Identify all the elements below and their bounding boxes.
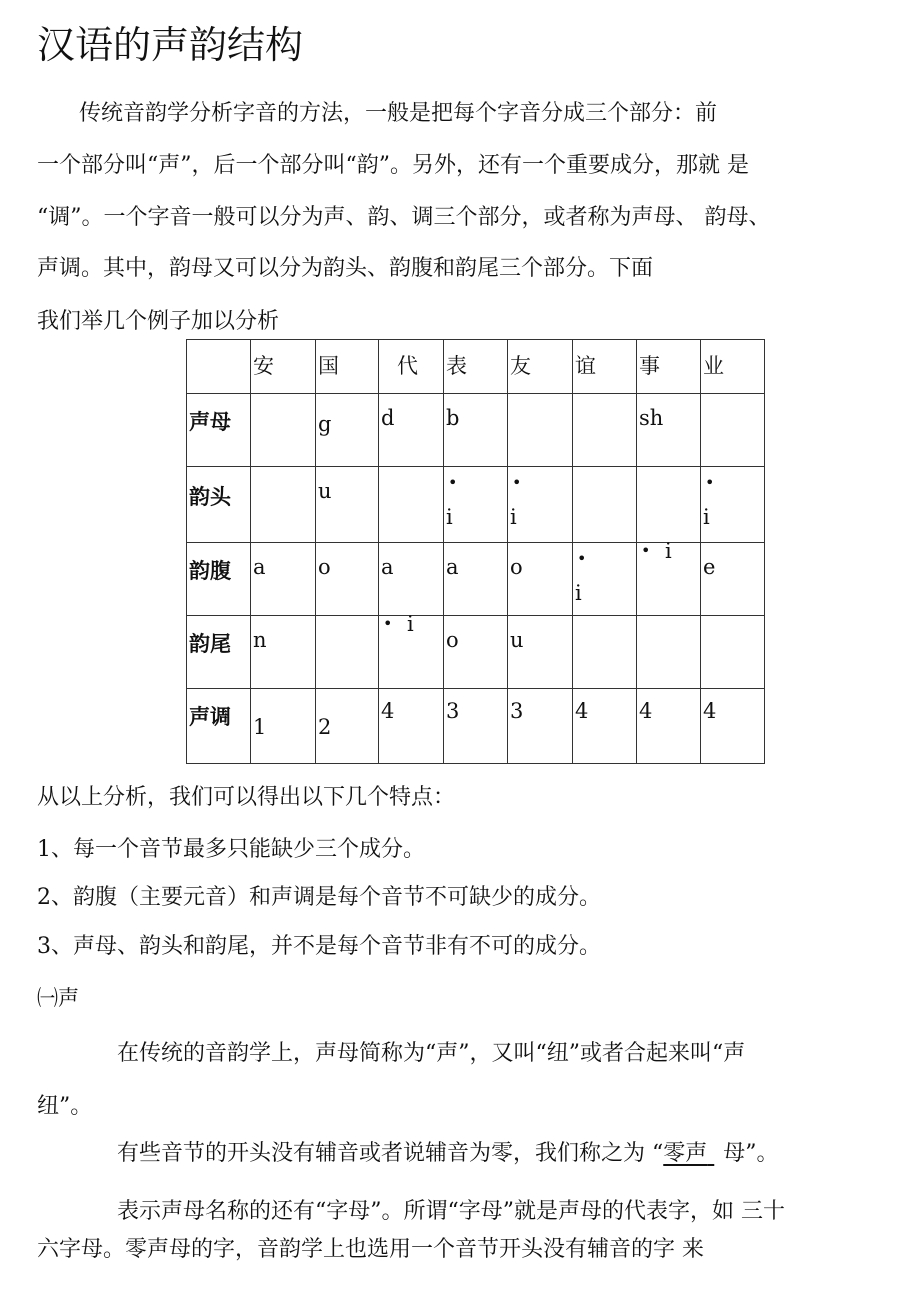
table-row	[187, 689, 765, 764]
table-cell: o	[444, 616, 508, 689]
char-cell: 业	[701, 340, 765, 394]
para2-before: 有些音节的开头没有辅音或者说辅音为零，我们称之为 “	[117, 1141, 664, 1166]
table-cell	[637, 616, 701, 689]
row-label: 声母	[187, 394, 251, 467]
table-cell: e	[701, 543, 765, 616]
row-label: 声调	[187, 689, 251, 764]
table-cell: u	[508, 616, 573, 689]
table-cell: o	[316, 543, 379, 616]
table-cell	[251, 394, 316, 467]
table-cell: d	[379, 394, 444, 467]
intro-line-4: 声调。其中，韵母又可以分为韵头、韵腹和韵尾三个部分。下面	[37, 256, 654, 281]
table-cell: 3	[444, 689, 508, 764]
term-gap	[707, 1140, 723, 1168]
table-cell: sh	[637, 394, 701, 467]
table-cell: g	[316, 394, 379, 467]
conclusion-intro: 从以上分析，我们可以得出以下几个特点：	[37, 785, 456, 810]
table-cell: 4	[701, 689, 765, 764]
intro-line-1: 传统音韵学分析字音的方法，一般是把每个字音分成三个部分：前	[79, 101, 718, 126]
table-cell: • i	[637, 543, 701, 616]
char-cell: 谊	[573, 340, 637, 394]
char-cell: 事	[637, 340, 701, 394]
intro-line-3: “调”。一个字音一般可以分为声、韵、调三个部分，或者称为声母、 韵母、	[37, 205, 771, 230]
para2	[117, 1140, 779, 1168]
table-cell	[316, 616, 379, 689]
section-heading: ㈠声	[37, 986, 79, 1010]
table-cell: a	[379, 543, 444, 616]
para2-after: ”。	[745, 1141, 779, 1166]
table-header-row	[187, 340, 765, 394]
char-cell: 友	[508, 340, 573, 394]
point-3: 3、声母、韵头和韵尾，并不是每个音节非有不可的成分。	[37, 934, 601, 959]
table-cell: a	[444, 543, 508, 616]
table-cell: 4	[573, 689, 637, 764]
intro-line-2: 一个部分叫“声”，后一个部分叫“韵”。另外，还有一个重要成分，那就 是	[37, 153, 749, 178]
table-cell	[701, 616, 765, 689]
table-cell: 4	[379, 689, 444, 764]
table-cell: n	[251, 616, 316, 689]
zero-initial-term-end: 母	[723, 1141, 746, 1166]
page-title: 汉语的声韵结构	[37, 23, 304, 67]
table-cell	[251, 467, 316, 543]
char-cell: 表	[444, 340, 508, 394]
table-row	[187, 616, 765, 689]
table-cell	[573, 616, 637, 689]
point-1: 1、每一个音节最多只能缺少三个成分。	[37, 837, 425, 862]
table-cell	[573, 394, 637, 467]
table-cell	[379, 467, 444, 543]
table-cell: a	[251, 543, 316, 616]
para3-line-2: 六字母。零声母的字，音韵学上也选用一个音节开头没有辅音的字 来	[37, 1237, 704, 1262]
table-cell: • i	[444, 467, 508, 543]
table-cell: 3	[508, 689, 573, 764]
table-cell	[508, 394, 573, 467]
syllable-analysis-table	[186, 339, 765, 764]
point-2: 2、韵腹（主要元音）和声调是每个音节不可缺少的成分。	[37, 885, 601, 910]
table-corner-cell	[187, 340, 251, 394]
table-row	[187, 543, 765, 616]
char-cell: 代	[379, 340, 444, 394]
table-cell	[701, 394, 765, 467]
table-cell: u	[316, 467, 379, 543]
para1-line-1: 在传统的音韵学上，声母简称为“声”，又叫“纽”或者合起来叫“声	[117, 1041, 746, 1066]
char-cell: 国	[316, 340, 379, 394]
table-cell: o	[508, 543, 573, 616]
table-row	[187, 394, 765, 467]
para3-line-1: 表示声母名称的还有“字母”。所谓“字母”就是声母的代表字，如 三十	[117, 1199, 785, 1224]
intro-line-5: 我们举几个例子加以分析	[37, 309, 280, 334]
table-cell: 2	[316, 689, 379, 764]
table-cell	[573, 467, 637, 543]
table-cell: 4	[637, 689, 701, 764]
table-cell	[637, 467, 701, 543]
table-cell: b	[444, 394, 508, 467]
row-label: 韵腹	[187, 543, 251, 616]
table-cell: • i	[508, 467, 573, 543]
table-cell: 1	[251, 689, 316, 764]
table-cell: • i	[701, 467, 765, 543]
table-row	[187, 467, 765, 543]
char-cell: 安	[251, 340, 316, 394]
table-cell: • i	[573, 543, 637, 616]
para1-line-2: 纽”。	[37, 1094, 93, 1119]
table-cell: • i	[379, 616, 444, 689]
zero-initial-term: 零声	[663, 1141, 708, 1166]
row-label: 韵尾	[187, 616, 251, 689]
row-label: 韵头	[187, 467, 251, 543]
